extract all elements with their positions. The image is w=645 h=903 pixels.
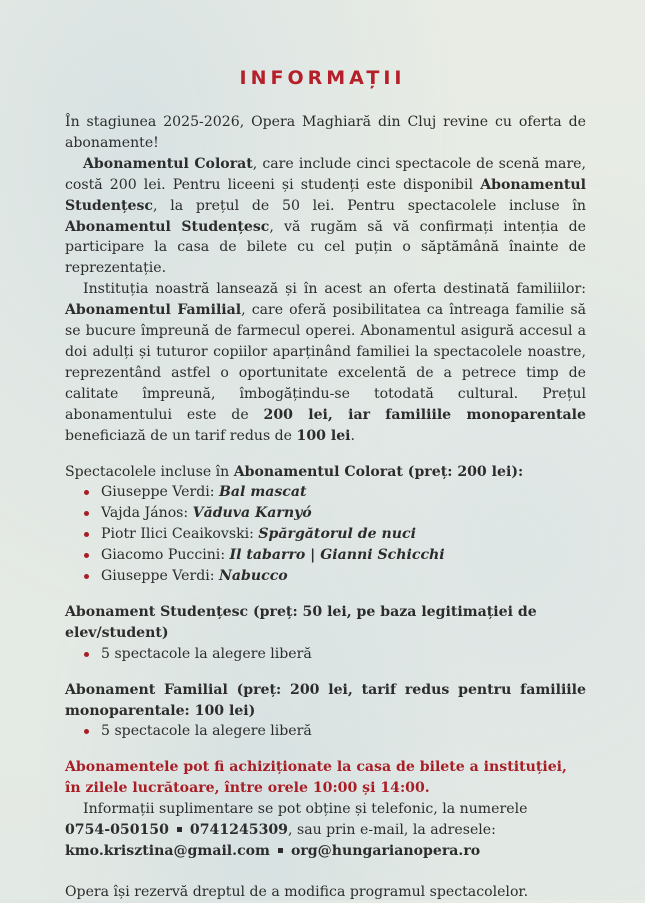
list-item: 5 spectacole la alegere liberă [65,644,586,665]
studentesc-name: Abonamentul Studențesc [65,176,586,214]
phone-number-2[interactable]: 0741245309 [189,822,288,839]
work-title: Nabucco [219,568,288,585]
separator-square-icon [177,827,182,832]
purchase-heading: Abonamentele pot fi achiziționate la casa de bilete a instituției, în zilele lucrătoare, între orele 10:00 și 14:00. [65,759,567,797]
familial-reduced-price: 100 lei [296,427,351,444]
familial-list [65,721,586,742]
studentesc-list [65,644,586,665]
email-link-2[interactable]: org@hungarianopera.ro [290,843,481,859]
familial-end: . [350,427,356,444]
work-title: Bal mascat [219,484,307,501]
composer: Giuseppe Verdi: [101,568,220,585]
studentesc-note: , vă rugăm să vă confirmați intenția de participare la casa de bilete cu cel puțin o săptămână înainte de reprezentație. [65,218,586,277]
studentesc-text: , la prețul de 50 lei. Pentru spectacolele incluse în [153,197,586,214]
familial-text-2: beneficiază de un tarif redus de [65,427,297,444]
page-title: INFORMAȚII [239,67,406,89]
disclaimer: Opera își rezervă dreptul de a modifica programul spectacolelor. [65,883,529,900]
colorat-list-heading [65,462,586,483]
intro-paragraph: În stagiunea 2025-2026, Opera Maghiară din Cluj revine cu oferta de abonamente! [65,114,586,151]
email-link-1[interactable]: kmo.krisztina@gmail.com [65,843,270,859]
familial-text: , care oferă posibilitatea ca întreaga familie să se bucure împreună de farmecul operei. Abonamentul asigură accesul a doi adulți și tuturor copiilor aparținând familiei la spectacolele noastre, reprezentând astfel o oportunitate excelentă de a petrece timp de calitate împreună, îmbogățindu-se totodată cultural. Prețul abonamentului este de [65,302,586,423]
studentesc-heading: Abonament Studențesc (preț: 50 lei, pe baza legitimației de elev/student) [65,603,537,641]
studentesc-name-2: Abonamentul Studențesc [65,218,270,235]
familial-heading: Abonament Familial (preț: 200 lei, tarif redus pentru familiile monoparentale: 100 lei) [65,681,586,719]
work-title: Văduva Karnyó [192,505,312,522]
contact-paragraph [65,799,586,862]
list-item [65,566,586,587]
composer: Vajda János: [101,505,193,522]
colorat-name: Abonamentul Colorat [83,155,253,172]
work-title: Spărgătorul de nuci [258,526,416,543]
list-item [65,524,586,545]
colorat-paragraph [65,154,586,279]
contact-intro: Informații suplimentare se pot obține și telefonic, la numerele [83,801,528,818]
composer: Giacomo Puccini: [101,547,230,564]
list-item [65,482,586,503]
familial-price: 200 lei, iar familiile monoparentale [263,406,586,423]
list-item [65,545,586,566]
familial-paragraph [65,279,586,446]
list-item: 5 spectacole la alegere liberă [65,721,586,742]
contact-email-intro: , sau prin e-mail, la adresele: [288,822,496,839]
separator-square-icon [278,848,283,853]
list-item [65,503,586,524]
colorat-list-lead: Spectacolele incluse în [65,463,234,480]
colorat-list-name: Abonamentul Colorat (preț: 200 lei): [233,463,524,480]
composer: Giuseppe Verdi: [101,484,220,501]
colorat-text: , care include cinci spectacole de scenă mare, costă 200 lei. Pentru liceeni și studenți este disponibil [65,155,587,193]
phone-number-1[interactable]: 0754-050150 [65,822,169,839]
familial-intro: Instituția noastră lansează și în acest an oferta destinată familiilor: [83,281,586,298]
composer: Piotr Ilici Ceaikovski: [101,526,259,543]
work-title: Il tabarro | Gianni Schicchi [229,547,445,564]
info-content [65,112,586,903]
colorat-list [65,482,586,587]
familial-name: Abonamentul Familial [65,302,242,319]
